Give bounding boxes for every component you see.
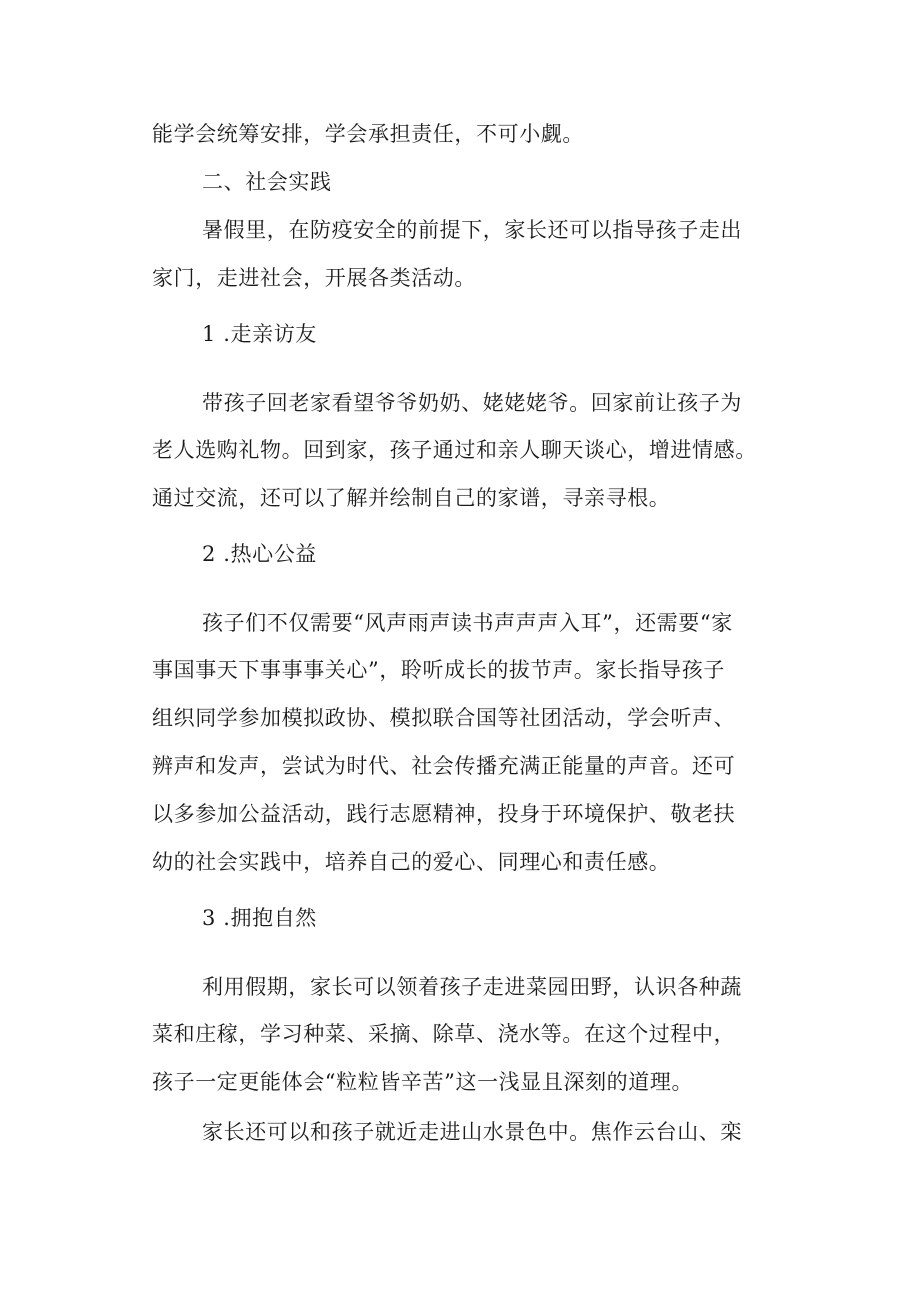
paragraph-line: 带孩子回老家看望爷爷奶奶、姥姥姥爷。回家前让孩子为 [202,391,742,415]
paragraph-line: 组织同学参加模拟政协、模拟联合国等社团活动，学会听声、 [152,706,736,730]
paragraph-line: 老人选购礼物。回到家，孩子通过和亲人聊天谈心，增进情感。 [152,438,757,462]
section-heading: 二、社会实践 [202,170,332,194]
paragraph-line: 以多参加公益活动，践行志愿精神，投身于环境保护、敬老扶 [152,802,736,826]
paragraph-line: 家长还可以和孩子就近走进山水景色中。焦作云台山、栾 [202,1120,742,1144]
paragraph-line: 孩子们不仅需要“风声雨声读书声声声入耳”，还需要“家 [202,611,733,635]
paragraph-line: 幼的社会实践中，培养自己的爱心、同理心和责任感。 [152,850,671,874]
paragraph-line: 辨声和发声，尝试为时代、社会传播充满正能量的声音。还可 [152,754,736,778]
subsection-heading: 3 .拥抱自然 [202,906,317,930]
paragraph-line: 菜和庄稼，学习种菜、采摘、除草、浇水等。在这个过程中， [152,1022,736,1046]
paragraph-line: 孩子一定更能体会“粒粒皆辛苦”这一浅显且深刻的道理。 [152,1070,694,1094]
paragraph-line: 利用假期，家长可以领着孩子走进菜园田野，认识各种蔬 [202,975,742,999]
paragraph-line: 暑假里，在防疫安全的前提下，家长还可以指导孩子走出 [202,218,742,242]
paragraph-line: 事国事天下事事事关心”，聆听成长的拔节声。家长指导孩子 [152,658,725,682]
paragraph-line: 能学会统筹安排，学会承担责任，不可小觑。 [152,122,584,146]
subsection-heading: 1 .走亲访友 [202,322,317,346]
paragraph-line: 通过交流，还可以了解并绘制自己的家谱，寻亲寻根。 [152,486,671,510]
subsection-heading: 2 .热心公益 [202,542,317,566]
paragraph-line: 家门，走进社会，开展各类活动。 [152,266,476,290]
